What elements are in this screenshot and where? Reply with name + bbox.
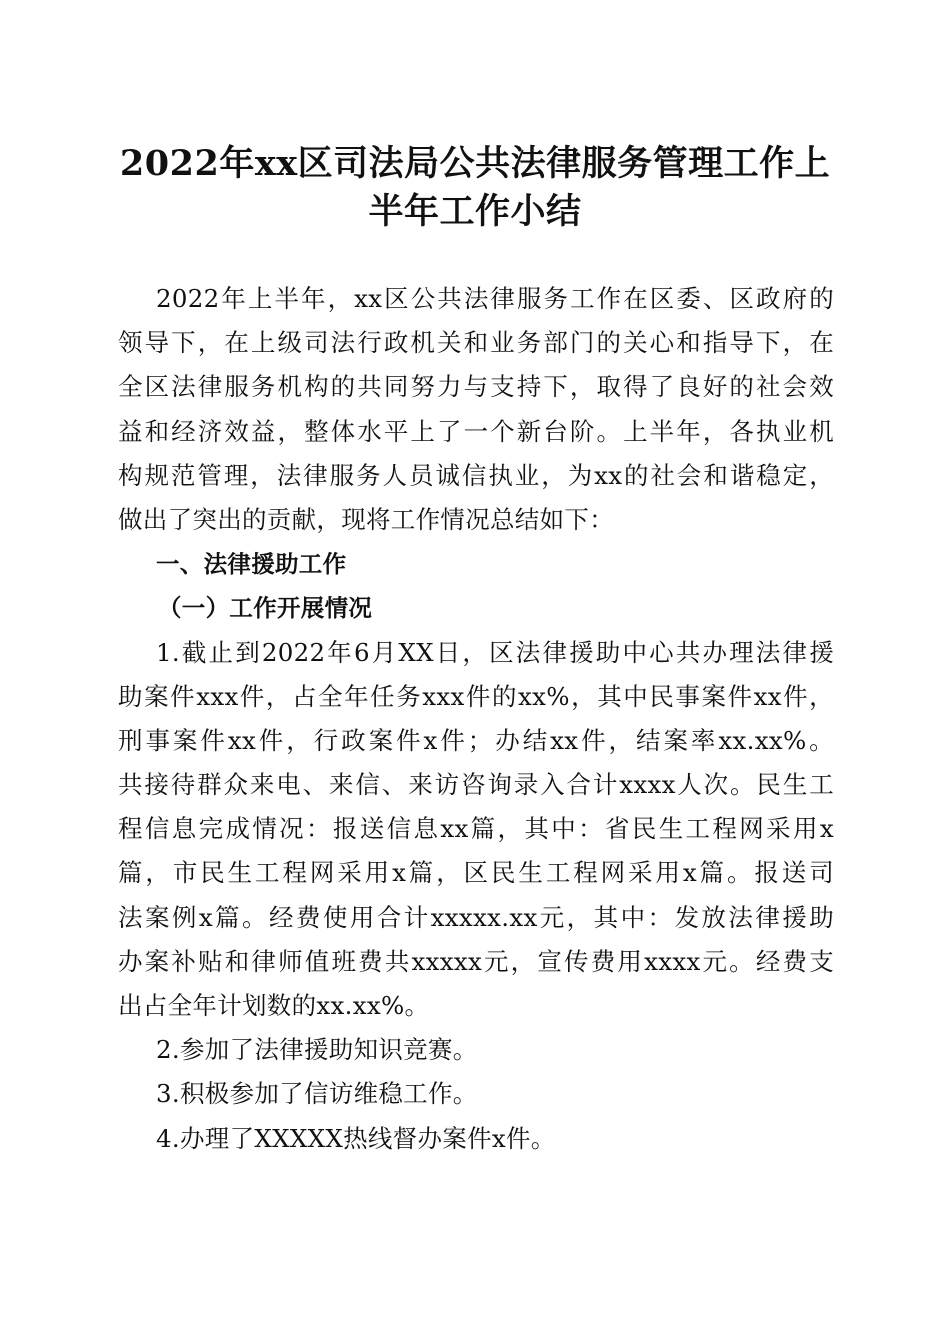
document-title bbox=[100, 140, 850, 236]
intro-line-1: 2022年上半年，xx区公共法律服务工作在区委、区政府的 bbox=[156, 284, 834, 313]
item-1-line-9: 出占全年计划数的xx.xx%。 bbox=[118, 991, 430, 1020]
item-1-line-2: 助案件xxx件，占全年任务xxx件的xx%，其中民事案件xx件， bbox=[118, 681, 834, 711]
item-1-line-3: 刑事案件xx件，行政案件x件；办结xx件，结案率xx.xx%。 bbox=[118, 725, 834, 755]
intro-paragraph bbox=[118, 277, 834, 542]
item-1-paragraph bbox=[118, 631, 834, 1029]
intro-line-6: 做出了突出的贡献，现将工作情况总结如下： bbox=[118, 504, 614, 534]
item-1-line-1: 1.截止到2022年6月XX日，区法律援助中心共办理法律援 bbox=[156, 637, 834, 667]
title-line-1: 2022年xx区司法局公共法律服务管理工作上 bbox=[119, 143, 831, 184]
item-2: 2.参加了法律援助知识竞赛。 bbox=[156, 1035, 478, 1065]
intro-line-3: 全区法律服务机构的共同努力与支持下，取得了良好的社会效 bbox=[118, 372, 834, 402]
section-heading-legal-aid: 一、法律援助工作 bbox=[156, 550, 347, 579]
item-1-line-4: 共接待群众来电、来信、来访咨询录入合计xxxx人次。民生工 bbox=[118, 770, 834, 800]
item-1-line-8: 办案补贴和律师值班费共xxxxx元，宣传费用xxxx元。经费支 bbox=[118, 946, 834, 976]
intro-line-4: 益和经济效益，整体水平上了一个新台阶。上半年，各执业机 bbox=[118, 416, 834, 446]
document-body bbox=[118, 277, 834, 1161]
intro-line-5: 构规范管理，法律服务人员诚信执业，为xx的社会和谐稳定， bbox=[118, 460, 834, 490]
item-1-line-7: 法案例x篇。经费使用合计xxxxx.xx元，其中：发放法律援助 bbox=[118, 902, 834, 932]
title-line-2: 半年工作小结 bbox=[368, 191, 582, 232]
item-3: 3.积极参加了信访维稳工作。 bbox=[156, 1079, 478, 1109]
subsection-heading-work-progress: （一）工作开展情况 bbox=[158, 594, 373, 623]
item-4: 4.办理了XXXXX热线督办案件x件。 bbox=[156, 1123, 556, 1153]
item-1-line-6: 篇，市民生工程网采用x篇，区民生工程网采用x篇。报送司 bbox=[118, 858, 834, 888]
item-1-line-5: 程信息完成情况：报送信息xx篇，其中：省民生工程网采用x bbox=[118, 814, 834, 844]
intro-line-2: 领导下，在上级司法行政机关和业务部门的关心和指导下，在 bbox=[118, 328, 834, 358]
